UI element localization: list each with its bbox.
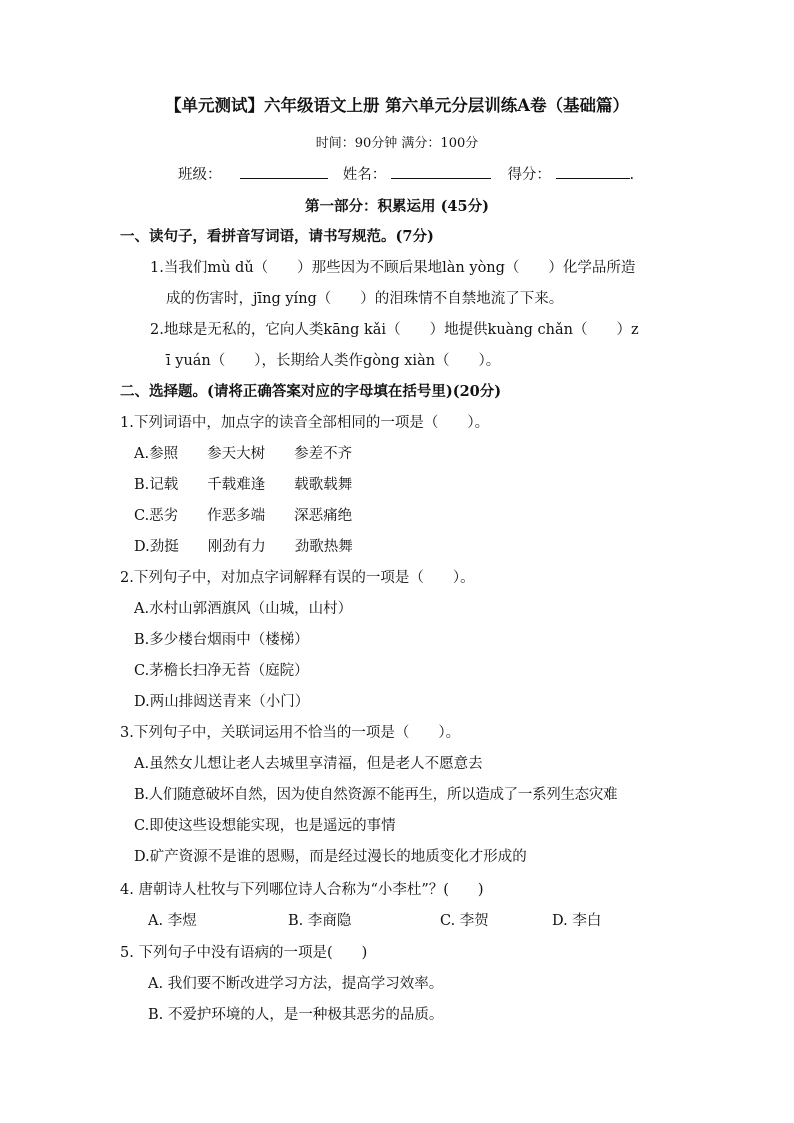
option-line: D.两山排闼送青来（小门） <box>134 694 310 710</box>
option-line: B.记载 千载难逢 载歌载舞 <box>134 477 353 493</box>
option-line: B. 不爱护环境的人，是一种极其恶劣的品质。 <box>148 1007 444 1023</box>
pinyin-line: 1.当我们mù dǔ（ ）那些因为不顾后果地làn yòng（ ）化学品所造 <box>150 260 636 276</box>
pinyin-line: ī yuán（ ），长期给人类作gòng xiàn（ ）。 <box>166 353 501 369</box>
end-mark: . <box>629 167 635 183</box>
option-b: B. 李商隐 <box>288 913 352 929</box>
name-label: 姓名： <box>342 167 387 183</box>
pinyin-line: 成的伤害时，jīng yíng（ ）的泪珠情不自禁地流了下来。 <box>166 291 564 307</box>
exam-title: 【单元测试】六年级语文上册 第六单元分层训练A卷（基础篇） <box>164 96 630 115</box>
score-blank[interactable] <box>556 164 630 179</box>
option-line: A.水村山郭酒旗风（山城，山村） <box>134 601 353 617</box>
section-one-heading: 一、读句子，看拼音写词语，请书写规范。(7分) <box>120 228 434 245</box>
question-1: 1.下列词语中，加点字的读音全部相同的一项是（ ）。 <box>120 415 490 431</box>
option-line: C.恶劣 作恶多端 深恶痛绝 <box>134 508 353 524</box>
option-line: A.参照 参天大树 参差不齐 <box>134 446 353 462</box>
option-line: B.多少楼台烟雨中（楼梯） <box>134 632 309 648</box>
option-line: A. 我们要不断改进学习方法，提高学习效率。 <box>148 976 444 992</box>
pinyin-line: 2.地球是无私的，它向人类kāng kǎi（ ）地提供kuàng chǎn（ ）z <box>150 322 639 338</box>
score-label: 得分： <box>507 167 551 183</box>
class-label: 班级： <box>178 167 222 183</box>
class-blank[interactable] <box>240 164 328 179</box>
student-info-row <box>178 164 634 185</box>
time-score-info: 时间：90分钟 满分：100分 <box>315 136 479 151</box>
question-3: 3.下列句子中，关联词运用不恰当的一项是（ ）。 <box>120 725 461 741</box>
part-one-heading: 第一部分：积累运用 (45分) <box>305 198 489 215</box>
option-line: D.劲挺 刚劲有力 劲歌热舞 <box>134 539 353 555</box>
question-4-options <box>148 911 601 931</box>
name-blank[interactable] <box>391 164 491 179</box>
question-4: 4. 唐朝诗人杜牧与下列哪位诗人合称为“小李杜”？( ) <box>120 882 484 898</box>
question-5: 5. 下列句子中没有语病的一项是( ) <box>120 945 368 961</box>
option-d: D. 李白 <box>552 913 602 929</box>
section-two-heading: 二、选择题。(请将正确答案对应的字母填在括号里)(20分) <box>120 383 502 400</box>
option-line: A.虽然女儿想让老人去城里享清福，但是老人不愿意去 <box>134 756 483 772</box>
option-line: B.人们随意破坏自然，因为使自然资源不能再生，所以造成了一系列生态灾难 <box>134 787 618 803</box>
option-c: C. 李贺 <box>440 913 489 929</box>
option-line: C.茅檐长扫净无苔（庭院） <box>134 663 309 679</box>
option-line: D.矿产资源不是谁的恩赐，而是经过漫长的地质变化才形成的 <box>134 849 527 865</box>
question-2: 2.下列句子中，对加点字词解释有误的一项是（ ）。 <box>120 570 475 586</box>
option-a: A. 李煜 <box>148 913 197 929</box>
option-line: C.即使这些设想能实现，也是遥远的事情 <box>134 818 396 834</box>
